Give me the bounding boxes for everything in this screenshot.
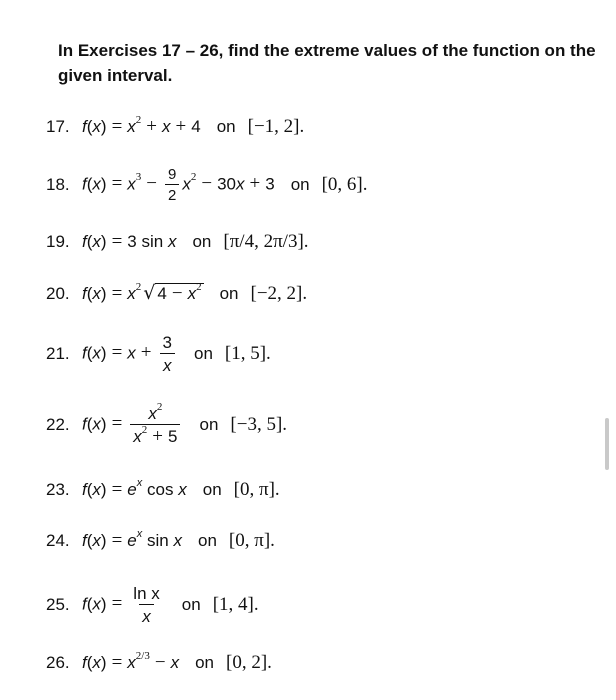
formula: $f(x) = e^x$ sin x	[82, 527, 182, 551]
fraction-denominator: x	[160, 353, 175, 375]
formula: $f(x) = x^{2/3} - x$	[82, 649, 180, 673]
formula: f(x) = $\frac{\text{ln x}}{x}$	[82, 584, 166, 626]
on-word: on	[181, 595, 201, 614]
interval: [0, π].	[228, 530, 275, 551]
exercise-number: 25.	[46, 595, 70, 614]
exercise-number: 24.	[46, 531, 70, 550]
exercise-number: 20.	[46, 284, 70, 303]
exercise-18	[46, 166, 368, 204]
on-word: on	[193, 344, 213, 363]
exercise-heading: In Exercises 17 – 26, find the extreme values of the function on the given interval.	[58, 41, 596, 85]
on-word: on	[199, 415, 219, 434]
interval: [0, 2].	[226, 652, 272, 673]
formula: f(x) = 3 sin x	[82, 231, 177, 252]
exercise-number: 23.	[46, 480, 70, 499]
fraction-numerator: 3	[162, 333, 172, 352]
interval: [π/4, 2π/3].	[223, 231, 309, 252]
formula: $f(x) = x^2 + x + 4$	[82, 113, 201, 137]
on-word: on	[216, 117, 236, 136]
formula: $f(x) = x^3$ − $\frac{9}{2}$ $x^2 - 30x + 3$	[82, 166, 275, 204]
interval: [−2, 2].	[250, 283, 308, 304]
fraction-numerator: ln x	[133, 584, 160, 603]
formula: f(x) = x + $\frac{3}{x}$	[82, 333, 178, 375]
exercise-24	[46, 527, 275, 552]
on-word: on	[202, 480, 222, 499]
fraction-numerator: 9	[168, 166, 177, 183]
interval: [0, π].	[233, 479, 280, 500]
formula: f(x) = $\frac{x^2}{x^2 + 5}$	[82, 404, 183, 446]
exercise-26	[46, 649, 272, 674]
interval: [1, 5].	[224, 343, 271, 364]
fraction-denominator: 2	[165, 184, 179, 204]
exercise-22	[46, 401, 288, 447]
on-word: on	[219, 284, 239, 303]
exercise-number: 19.	[46, 232, 70, 251]
exercise-17	[46, 113, 305, 138]
on-word: on	[198, 531, 217, 550]
exercise-number: 26.	[46, 653, 70, 672]
scrollbar-thumb[interactable]	[605, 418, 609, 470]
fraction-denominator: x	[139, 604, 154, 626]
interval: [0, 6].	[321, 174, 368, 195]
exercise-21	[46, 333, 271, 375]
exercise-25	[46, 584, 259, 626]
interval: [1, 4].	[212, 594, 259, 615]
exercise-number: 21.	[46, 344, 70, 363]
exercise-19	[46, 231, 309, 253]
exercise-20	[46, 280, 308, 305]
on-word: on	[290, 175, 310, 194]
interval: [−1, 2].	[247, 116, 305, 137]
exercise-number: 17.	[46, 117, 70, 136]
exercise-number: 22.	[46, 415, 70, 434]
interval: [−3, 5].	[230, 414, 288, 435]
formula: $f(x) = e^x$ cos x	[82, 476, 187, 500]
formula: $f(x) = x^2$ √ $4 - x^2$	[82, 280, 202, 304]
exercise-number: 18.	[46, 175, 70, 194]
on-word: on	[192, 232, 212, 251]
exercise-23	[46, 476, 280, 501]
on-word: on	[195, 653, 214, 672]
